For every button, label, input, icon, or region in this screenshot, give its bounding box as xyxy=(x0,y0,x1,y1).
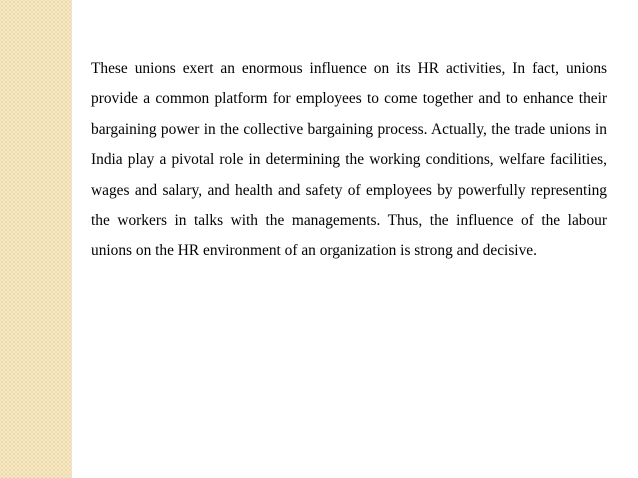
body-paragraph: These unions exert an enormous influence on its HR activities, In fact, unions provide a common platform for employees to come together and to enhance their bargaining power in the collective bargaining process. Actually, the trade unions in India play a pivotal role in determining the working conditions, welfare facilities, wages and salary, and health and safety of employees by powerfully representing the workers in talks with the managements. Thus, the influence of the labour unions on the HR environment of an organization is strong and decisive. xyxy=(91,60,607,260)
decorative-side-bar xyxy=(0,0,70,478)
side-bar-edge xyxy=(70,0,72,478)
